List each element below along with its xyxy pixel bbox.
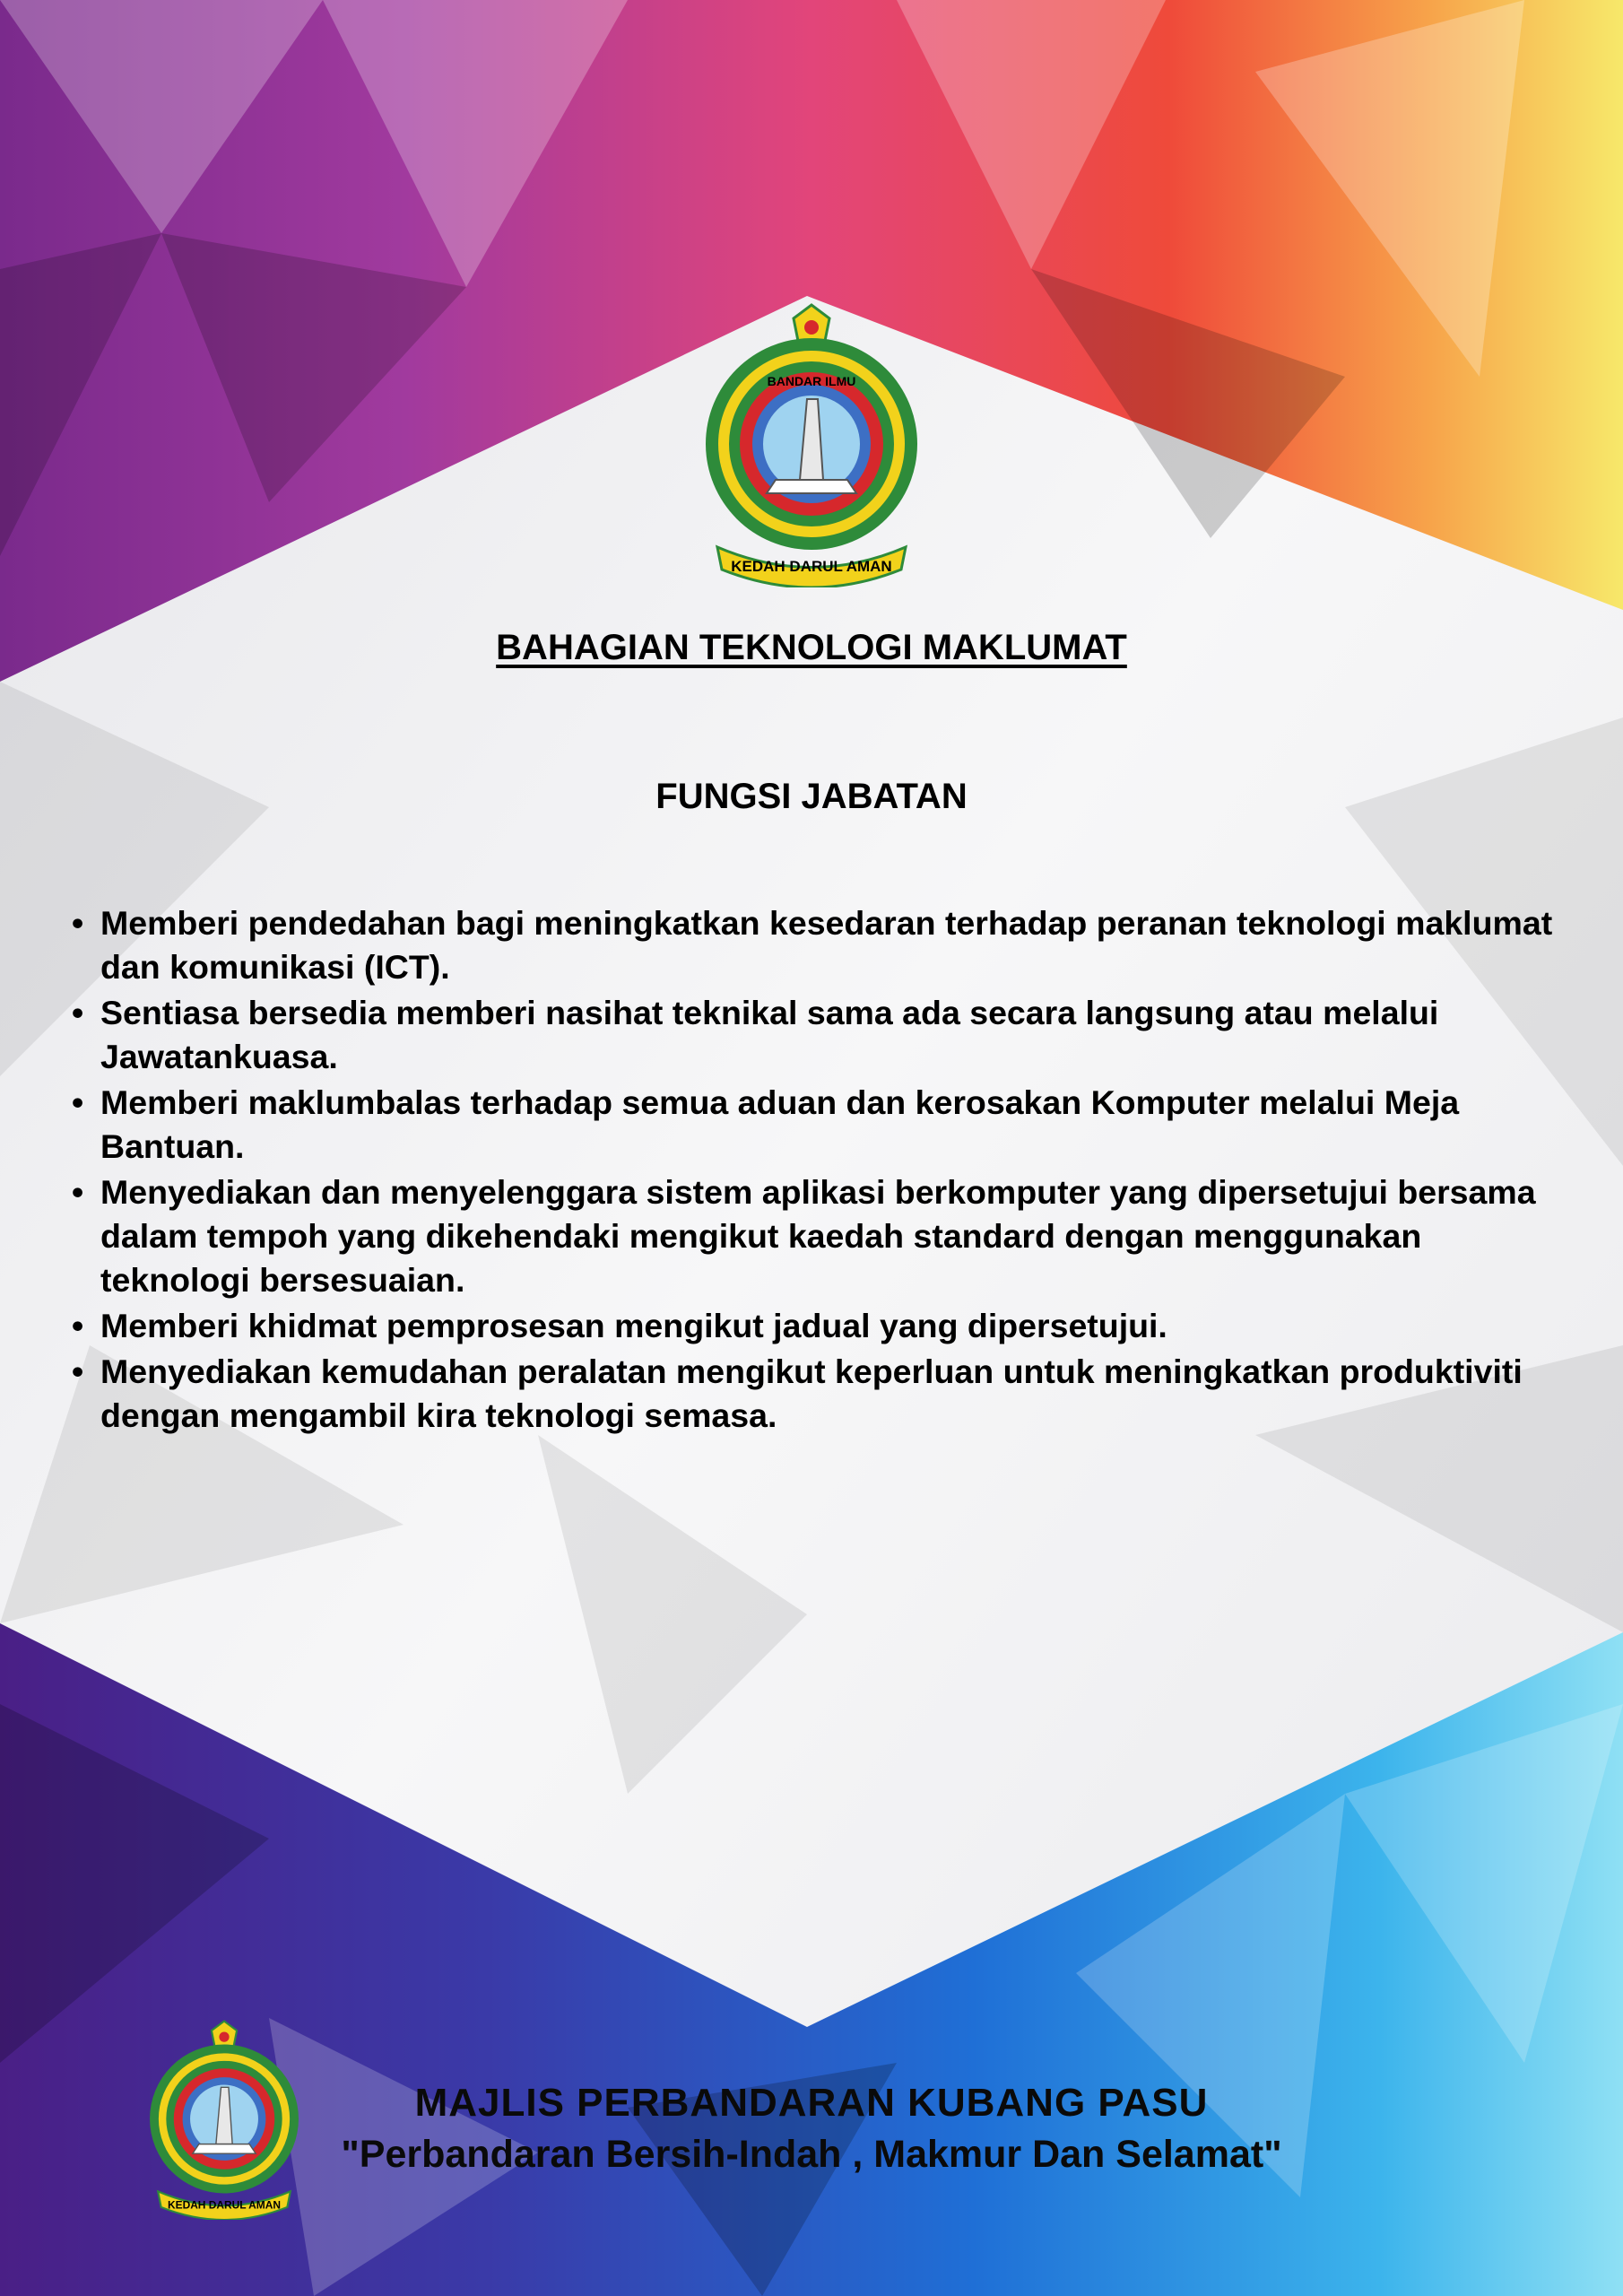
list-item-text: Memberi maklumbalas terhadap semua aduan dan kerosakan Komputer melalui Meja Bantuan. [100,1083,1460,1165]
list-item-text: Memberi pendedahan bagi meningkatkan kesedaran terhadap peranan teknologi maklumat dan komunikasi (ICT). [100,904,1553,986]
list-item-text: Menyediakan dan menyelenggara sistem aplikasi berkomputer yang dipersetujui bersama dalam tempoh yang dikehendaki mengikut kaedah standard dengan menggunakan teknologi bersesuaian. [100,1173,1536,1299]
list-item-text: Menyediakan kemudahan peralatan mengikut keperluan untuk meningkatkan produktiviti dengan mengambil kira teknologi semasa. [100,1352,1523,1434]
list-item [72,901,1560,989]
organization-name: MAJLIS PERBANDARAN KUBANG PASU [414,2081,1209,2125]
bullet-icon: • [72,1307,84,1344]
organization-motto: "Perbandaran Bersih-Indah , Makmur Dan Selamat" [341,2133,1282,2176]
list-item [72,1350,1560,1438]
function-list [72,901,1560,1439]
bullet-icon: • [72,994,84,1031]
list-item-text: Sentiasa bersedia memberi nasihat teknikal sama ada secara langsung atau melalui Jawatankuasa. [100,994,1439,1075]
list-item-text: Memberi khidmat pemprosesan mengikut jadual yang dipersetujui. [100,1307,1167,1344]
list-item [72,1304,1560,1348]
crest-ribbon-text: KEDAH DARUL AMAN [167,2198,282,2212]
page-title: BAHAGIAN TEKNOLOGI MAKLUMAT [496,628,1127,667]
bullet-icon: • [72,904,84,942]
list-item [72,1081,1560,1169]
list-item [72,1170,1560,1302]
crest-crown-icon [794,305,829,341]
crest-top-text: BANDAR ILMU [767,374,856,388]
council-crest-icon [690,300,933,587]
bullet-icon: • [72,1083,84,1121]
bullet-icon: • [72,1352,84,1390]
crest-ribbon-text: KEDAH DARUL AMAN [731,558,892,575]
section-heading: FUNGSI JABATAN [655,777,968,816]
crest-crown-icon [212,2022,237,2047]
list-item [72,991,1560,1079]
bullet-icon: • [72,1173,84,1211]
